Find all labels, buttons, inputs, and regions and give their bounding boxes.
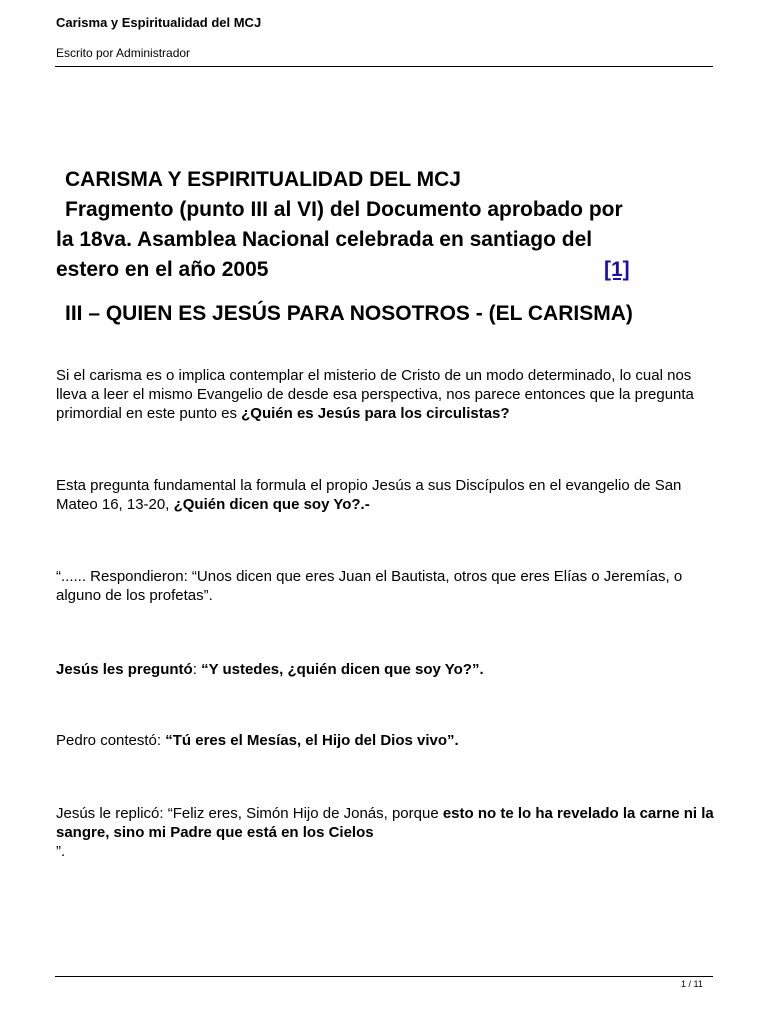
paragraph-2-text: Esta pregunta fundamental la formula el propio Jesús a sus Discípulos en el evangelio de San Mateo 16, 13-20, [56, 477, 682, 513]
heading-line-2: Fragmento (punto III al VI) del Documento aprobado por [65, 198, 623, 221]
author-line: Escrito por Administrador [56, 46, 191, 60]
paragraph-5-quote: “Tú eres el Mesías, el Hijo del Dios vivo”. [165, 732, 459, 749]
footnote-link[interactable]: [1] [604, 258, 630, 281]
paragraph-6-closing: ”. [56, 843, 66, 860]
paragraph-2 [56, 476, 716, 514]
paragraph-1-question: ¿Quién es Jesús para los circulistas? [241, 405, 510, 422]
page-number: 1 / 11 [681, 979, 703, 989]
header-divider [55, 66, 713, 67]
paragraph-6-text: Jesús le replicó: “Feliz eres, Simón Hijo de Jonás, porque [56, 805, 443, 822]
heading-line-4-text: estero en el año 2005 [56, 258, 269, 281]
paragraph-5-text: Pedro contestó: [56, 732, 166, 749]
paragraph-5 [56, 731, 716, 750]
heading-line-3: la 18va. Asamblea Nacional celebrada en santiago del [56, 228, 593, 251]
paragraph-4-separator: : [192, 661, 202, 678]
paragraph-3 [56, 567, 716, 605]
paragraph-1 [56, 366, 716, 423]
footer-divider [55, 976, 713, 977]
document-heading [56, 165, 716, 285]
section-heading: III – QUIEN ES JESÚS PARA NOSOTROS - (EL CARISMA) [65, 302, 633, 325]
heading-line-1: CARISMA Y ESPIRITUALIDAD DEL MCJ [65, 168, 461, 191]
heading-line-4 [56, 255, 716, 285]
paragraph-4 [56, 660, 716, 679]
paragraph-1-text: Si el carisma es o implica contemplar el misterio de Cristo de un modo determinado, lo cual nos lleva a leer el mismo Evangelio de desde esa perspectiva, nos parece entonces que la pregunta primordial en este punto es [56, 367, 694, 422]
paragraph-6 [56, 804, 716, 861]
paragraph-4-quote: “Y ustedes, ¿quién dicen que soy Yo?”. [201, 661, 484, 678]
paragraph-4-speaker: Jesús les preguntó [56, 661, 193, 678]
page-header-title: Carisma y Espiritualidad del MCJ [56, 15, 262, 30]
paragraph-2-question: ¿Quién dicen que soy Yo?.- [173, 496, 370, 513]
paragraph-6-quote: esto no te lo ha revelado la carne ni la sangre, sino mi Padre que está en los Cielos [56, 805, 714, 841]
paragraph-3-text: “...... Respondieron: “Unos dicen que eres Juan el Bautista, otros que eres Elías o Jeremías, o alguno de los profetas”. [56, 568, 683, 604]
